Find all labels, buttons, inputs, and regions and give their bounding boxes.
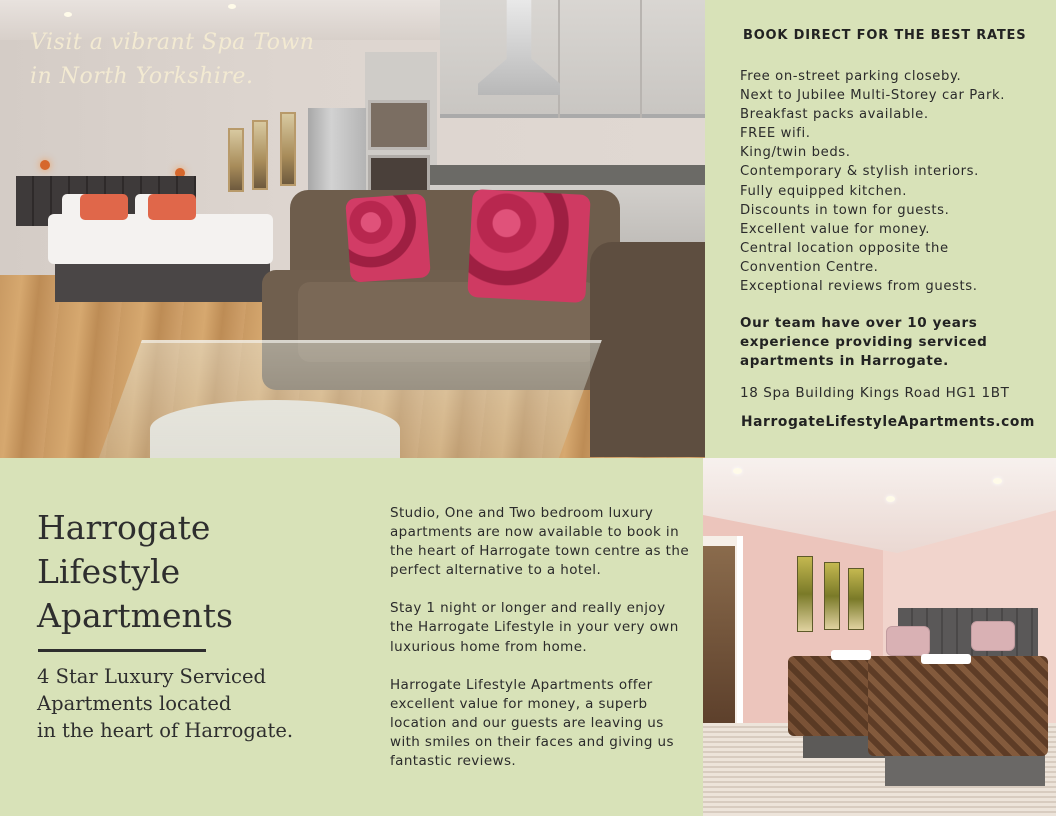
living-room-photo (0, 0, 705, 458)
cushion (467, 189, 590, 303)
feature-item: Breakfast packs available. (740, 107, 929, 123)
feature-item: Excellent value for money. (740, 221, 931, 237)
body-paragraph: Studio, One and Two bedroom luxury apartments are now available to book in the heart of Harrogate town centre as the perfect alternative to a hotel. (390, 505, 690, 579)
address: 18 Spa Building Kings Road HG1 1BT (740, 385, 1010, 401)
towel (831, 650, 871, 660)
headline-line: Visit a vibrant Spa Town (30, 30, 315, 55)
feature-item: Contemporary & stylish interiors. (740, 164, 979, 180)
bedroom-photo (703, 458, 1056, 816)
headline-line: in North Yorkshire. (30, 64, 254, 89)
kitchen-cabinets (440, 0, 705, 118)
wall-art (824, 562, 840, 630)
wall-art (252, 120, 268, 190)
website-link[interactable]: HarrogateLifestyleApartments.com (741, 414, 1035, 430)
towel (921, 654, 971, 664)
feature-item: Convention Centre. (740, 259, 879, 275)
wall-art (228, 128, 244, 192)
bed (48, 214, 273, 264)
feature-item: Fully equipped kitchen. (740, 183, 908, 199)
wall-art (797, 556, 813, 632)
pillow (971, 621, 1015, 651)
wall-art (848, 568, 864, 630)
feature-item: Central location opposite the (740, 240, 949, 256)
feature-item: King/twin beds. (740, 145, 851, 161)
brand-title-line: Apartments (37, 596, 233, 635)
body-paragraph: Stay 1 night or longer and really enjoy the Harrogate Lifestyle in your very own luxurious home from home. (390, 600, 679, 655)
doorway-interior (703, 546, 735, 731)
tagline-line: Apartments located (37, 692, 232, 715)
microwave (368, 100, 430, 150)
pillow (886, 626, 930, 656)
divider (38, 649, 206, 652)
team-line: apartments in Harrogate. (740, 353, 949, 369)
ceiling-light (64, 12, 72, 17)
tagline-line: 4 Star Luxury Serviced (37, 665, 266, 688)
brand-title (37, 506, 233, 638)
brand-title-line: Harrogate (37, 508, 211, 547)
feature-item: Exceptional reviews from guests. (740, 279, 978, 295)
cushion (345, 193, 431, 282)
headline (30, 26, 314, 94)
brand-title-line: Lifestyle (37, 552, 181, 591)
wall-art (280, 112, 296, 186)
info-panel (705, 0, 1056, 458)
feature-item: Next to Jubilee Multi-Storey car Park. (740, 88, 1005, 104)
body-paragraph: Harrogate Lifestyle Apartments offer excellent value for money, a superb location and our guests are leaving us with smiles on their faces and giving us fantastic reviews. (390, 676, 674, 770)
kitchen-counter (430, 165, 705, 185)
feature-item: Free on-street parking closeby. (740, 69, 962, 84)
ceiling-light (886, 496, 895, 502)
feature-item: FREE wifi. (740, 126, 811, 142)
team-line: Our team have over 10 years (740, 315, 978, 331)
feature-item: Discounts in town for guests. (740, 202, 950, 218)
book-direct-heading: BOOK DIRECT FOR THE BEST RATES (743, 28, 1027, 43)
wall-lamp (40, 160, 50, 170)
ceiling-light (733, 468, 742, 474)
brand-tagline (37, 663, 293, 744)
team-statement (740, 314, 1040, 371)
bed (868, 656, 1048, 756)
pillow (80, 194, 128, 220)
features-list (740, 67, 1005, 296)
body-copy (390, 504, 690, 790)
sofa-arm (590, 242, 705, 457)
ceiling-light (993, 478, 1002, 484)
glass-coffee-table (98, 340, 602, 458)
pillow (148, 194, 196, 220)
brand-panel (0, 458, 703, 816)
tagline-line: in the heart of Harrogate. (37, 719, 294, 742)
ceiling-light (228, 4, 236, 9)
team-line: experience providing serviced (740, 334, 988, 350)
